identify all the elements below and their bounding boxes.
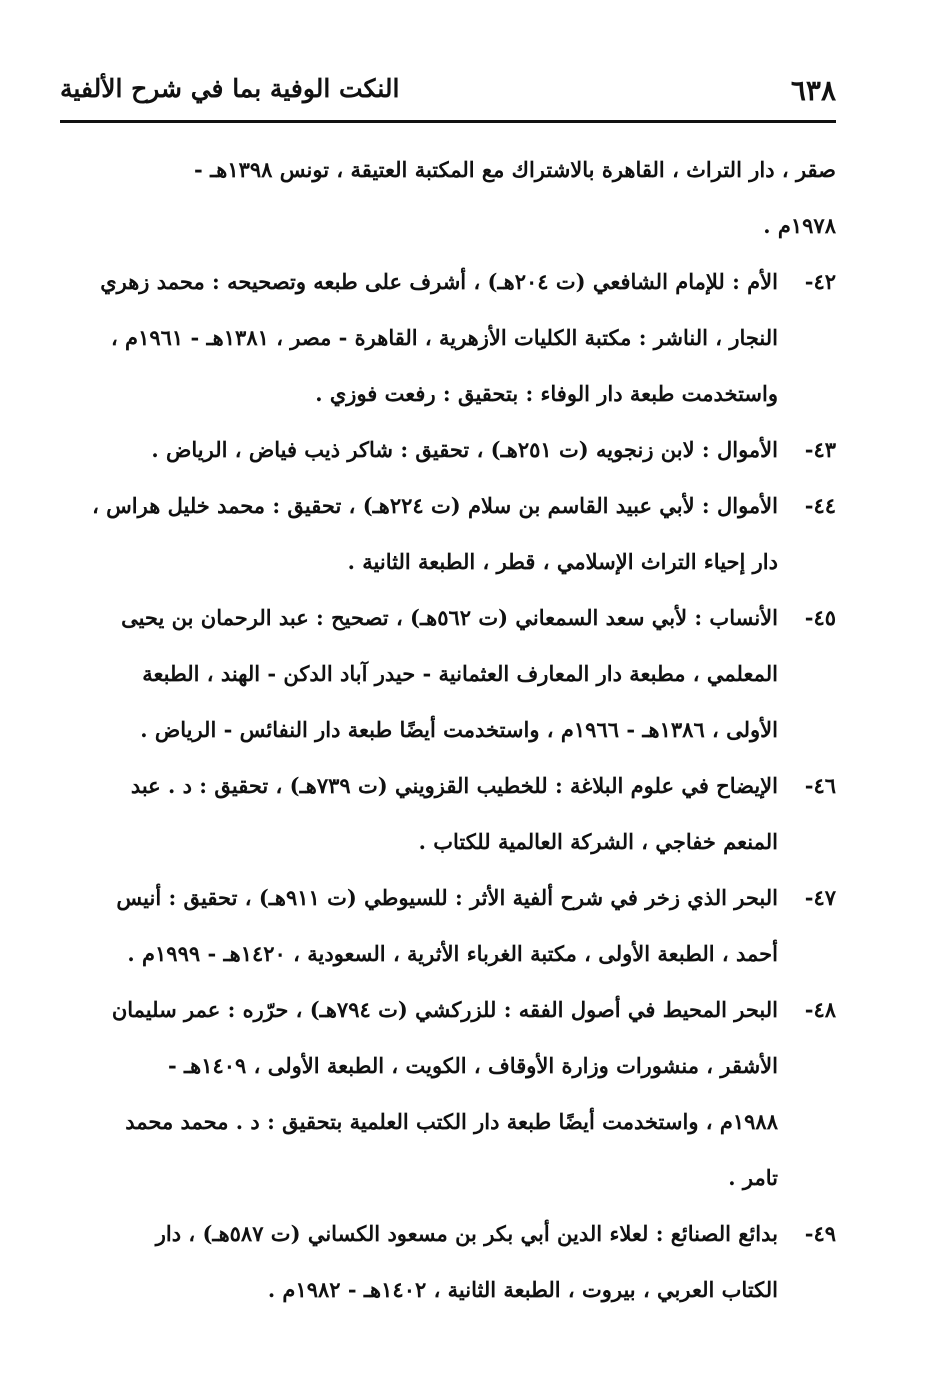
entry-number: ٤٨-	[804, 997, 836, 1022]
entry-number: ٤٧-	[804, 885, 836, 910]
entry-first-line	[60, 982, 836, 1038]
entry-first-line	[60, 1206, 836, 1262]
entry-number: ٤٢-	[804, 269, 836, 294]
bibliography-list	[60, 142, 836, 1318]
entry-number: ٤٩-	[804, 1221, 836, 1246]
entry-continuation-line: الأولى ، ١٣٨٦هـ - ١٩٦٦م ، واستخدمت أيضًا طبعة دار النفائس - الرياض .	[140, 717, 778, 742]
entry-text: الأموال : لأبي عبيد القاسم بن سلام (ت ٢٢٤هـ) ، تحقيق : محمد خليل هراس ،	[92, 493, 778, 518]
running-title: النكت الوفية بما في شرح الألفية	[60, 74, 400, 103]
entry-first-line	[60, 254, 836, 310]
text-line: صقر ، دار التراث ، القاهرة بالاشتراك مع المكتبة العتيقة ، تونس ١٣٩٨هـ -	[194, 157, 836, 182]
entry-text: الأموال : لابن زنجويه (ت ٢٥١هـ) ، تحقيق : شاكر ذيب فياض ، الرياض .	[151, 437, 778, 462]
entry-continuation-line: ١٩٨٨م ، واستخدمت أيضًا طبعة دار الكتب العلمية بتحقيق : د . محمد محمد	[125, 1109, 778, 1134]
entry-continuation-line: النجار ، الناشر : مكتبة الكليات الأزهرية ، القاهرة - مصر ، ١٣٨١هـ - ١٩٦١م ،	[110, 325, 778, 350]
bibliography-entry	[60, 982, 836, 1206]
entry-number: ٤٤-	[804, 493, 836, 518]
bibliography-entry	[60, 758, 836, 870]
text-line: ١٩٧٨م .	[763, 213, 836, 238]
entry-continuation-line: واستخدمت طبعة دار الوفاء : بتحقيق : رفعت فوزي .	[315, 381, 778, 406]
entry-text: بدائع الصنائع : لعلاء الدين أبي بكر بن مسعود الكساني (ت ٥٨٧هـ) ، دار	[155, 1221, 778, 1246]
entry-continuation-line: الكتاب العربي ، بيروت ، الطبعة الثانية ، ١٤٠٢هـ - ١٩٨٢م .	[267, 1277, 778, 1302]
entry-continuation-line: أحمد ، الطبعة الأولى ، مكتبة الغرباء الأثرية ، السعودية ، ١٤٢٠هـ - ١٩٩٩م .	[127, 941, 778, 966]
page-header	[60, 68, 836, 116]
header-rule	[60, 120, 836, 123]
entry-continuation-line: المنعم خفاجي ، الشركة العالمية للكتاب .	[418, 829, 778, 854]
entry-continuation-line: تامر .	[728, 1165, 778, 1190]
intro-continuation	[60, 142, 836, 254]
entry-number: ٤٥-	[804, 605, 836, 630]
entry-first-line	[60, 478, 836, 534]
bibliography-entry	[60, 590, 836, 758]
entry-first-line	[60, 590, 836, 646]
entry-text: الأم : للإمام الشافعي (ت ٢٠٤هـ) ، أشرف على طبعه وتصحيحه : محمد زهري	[100, 269, 778, 294]
entry-text: البحر المحيط في أصول الفقه : للزركشي (ت ٧٩٤هـ) ، حرّره : عمر سليمان	[111, 997, 778, 1022]
entry-continuation-line: المعلمي ، مطبعة دار المعارف العثمانية - حيدر آباد الدكن - الهند ، الطبعة	[142, 661, 778, 686]
bibliography-entry	[60, 478, 836, 590]
entry-first-line	[60, 758, 836, 814]
entry-number: ٤٣-	[804, 437, 836, 462]
entry-text: البحر الذي زخر في شرح ألفية الأثر : للسيوطي (ت ٩١١هـ) ، تحقيق : أنيس	[116, 885, 778, 910]
entries-container	[60, 254, 836, 1318]
bibliography-entry	[60, 870, 836, 982]
entry-continuation-line: الأشقر ، منشورات وزارة الأوقاف ، الكويت ، الطبعة الأولى ، ١٤٠٩هـ -	[167, 1053, 778, 1078]
entry-first-line	[60, 422, 836, 478]
entry-number: ٤٦-	[804, 773, 836, 798]
page-number: ٦٣٨	[790, 74, 836, 107]
bibliography-entry	[60, 254, 836, 422]
bibliography-entry	[60, 422, 836, 478]
entry-first-line	[60, 870, 836, 926]
entry-continuation-line: دار إحياء التراث الإسلامي ، قطر ، الطبعة الثانية .	[347, 549, 778, 574]
bibliography-entry	[60, 1206, 836, 1318]
entry-text: الأنساب : لأبي سعد السمعاني (ت ٥٦٢هـ) ، تصحيح : عبد الرحمان بن يحيى	[121, 605, 778, 630]
entry-text: الإيضاح في علوم البلاغة : للخطيب القزويني (ت ٧٣٩هـ) ، تحقيق : د . عبد	[130, 773, 778, 798]
